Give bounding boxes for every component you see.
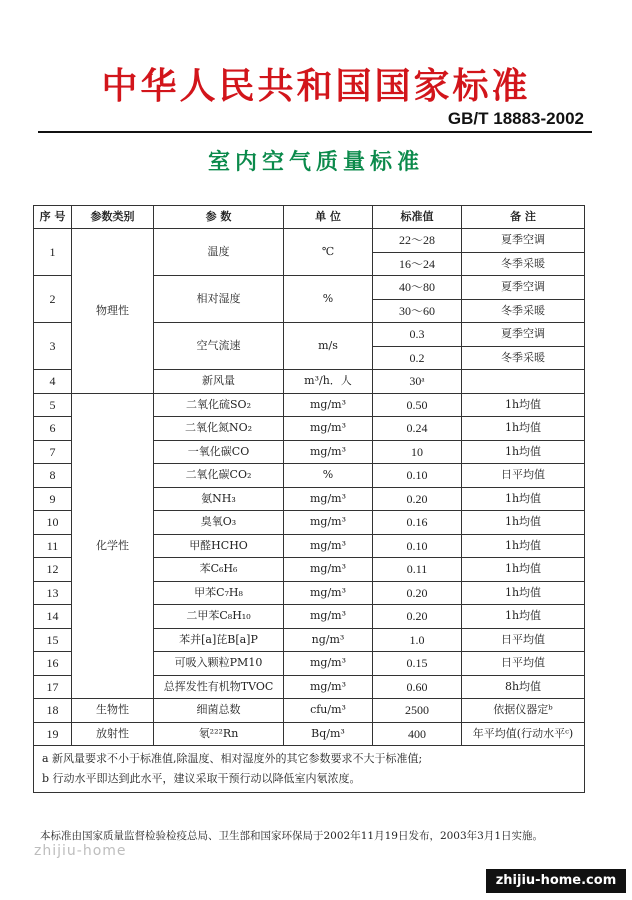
- value-cell: 0.10: [373, 464, 462, 488]
- row-number: 6: [34, 417, 72, 441]
- notes-cell: [34, 746, 585, 793]
- remark-cell: 1h均值: [462, 605, 585, 629]
- publication-footer: 本标准由国家质量监督检验检疫总局、卫生部和国家环保局于2002年11月19日发布，2003年3月1日实施。: [40, 830, 544, 842]
- unit-cell: %: [284, 276, 373, 323]
- value-cell: 0.24: [373, 417, 462, 441]
- remark-cell: 1h均值: [462, 487, 585, 511]
- value-cell: 0.60: [373, 675, 462, 699]
- unit-cell: mg/m³: [284, 487, 373, 511]
- header-cell: 序 号: [34, 206, 72, 229]
- value-cell: 0.20: [373, 581, 462, 605]
- remark-cell: 1h均值: [462, 417, 585, 441]
- row-number: 10: [34, 511, 72, 535]
- note-a: a 新风量要求不小于标准值,除温度、相对湿度外的其它参数要求不大于标准值;: [42, 752, 423, 765]
- value-cell: 1.0: [373, 628, 462, 652]
- header-cell: 单 位: [284, 206, 373, 229]
- value-cell: 0.15: [373, 652, 462, 676]
- remark-cell: 1h均值: [462, 511, 585, 535]
- row-number: 2: [34, 276, 72, 323]
- header-cell: 参数类别: [72, 206, 154, 229]
- value-cell: 0.10: [373, 534, 462, 558]
- remark-cell: 夏季空调: [462, 229, 585, 253]
- table-row: [34, 229, 585, 253]
- remark-cell: 夏季空调: [462, 323, 585, 347]
- row-number: 11: [34, 534, 72, 558]
- remark-cell: [462, 370, 585, 394]
- unit-cell: mg/m³: [284, 534, 373, 558]
- table-header-row: [34, 206, 585, 229]
- unit-cell: mg/m³: [284, 417, 373, 441]
- row-number: 18: [34, 699, 72, 723]
- param-cell: 总挥发性有机物TVOC: [154, 675, 284, 699]
- unit-cell: m³/h．人: [284, 370, 373, 394]
- remark-cell: 1h均值: [462, 558, 585, 582]
- category-cell: 化学性: [72, 393, 154, 699]
- unit-cell: mg/m³: [284, 581, 373, 605]
- value-cell: 16～24: [373, 252, 462, 276]
- value-cell: 0.11: [373, 558, 462, 582]
- param-cell: 氨NH₃: [154, 487, 284, 511]
- standards-table: [33, 205, 585, 793]
- remark-cell: 夏季空调: [462, 276, 585, 300]
- remark-cell: 日平均值: [462, 464, 585, 488]
- table-row: [34, 722, 585, 746]
- param-cell: 苯并[a]芘B[a]P: [154, 628, 284, 652]
- value-cell: 0.50: [373, 393, 462, 417]
- value-cell: 40～80: [373, 276, 462, 300]
- row-number: 17: [34, 675, 72, 699]
- header-cell: 参 数: [154, 206, 284, 229]
- header-rule: [38, 131, 592, 133]
- unit-cell: mg/m³: [284, 440, 373, 464]
- unit-cell: Bq/m³: [284, 722, 373, 746]
- value-cell: 0.2: [373, 346, 462, 370]
- param-cell: 二氧化碳CO₂: [154, 464, 284, 488]
- param-cell: 臭氧O₃: [154, 511, 284, 535]
- category-cell: 物理性: [72, 229, 154, 394]
- value-cell: 2500: [373, 699, 462, 723]
- table-row: [34, 699, 585, 723]
- remark-cell: 年平均值(行动水平ᶜ): [462, 722, 585, 746]
- param-cell: 二氧化氮NO₂: [154, 417, 284, 441]
- remark-cell: 日平均值: [462, 652, 585, 676]
- row-number: 3: [34, 323, 72, 370]
- param-cell: 苯C₆H₆: [154, 558, 284, 582]
- value-cell: 0.3: [373, 323, 462, 347]
- row-number: 19: [34, 722, 72, 746]
- row-number: 4: [34, 370, 72, 394]
- row-number: 7: [34, 440, 72, 464]
- header-cell: 标准值: [373, 206, 462, 229]
- unit-cell: mg/m³: [284, 605, 373, 629]
- param-cell: 新风量: [154, 370, 284, 394]
- remark-cell: 冬季采暖: [462, 299, 585, 323]
- param-cell: 一氧化碳CO: [154, 440, 284, 464]
- row-number: 13: [34, 581, 72, 605]
- watermark-left: zhijiu-home: [34, 843, 127, 859]
- value-cell: 0.16: [373, 511, 462, 535]
- remark-cell: 依据仪器定ᵇ: [462, 699, 585, 723]
- param-cell: 甲苯C₇H₈: [154, 581, 284, 605]
- param-cell: 细菌总数: [154, 699, 284, 723]
- remark-cell: 冬季采暖: [462, 346, 585, 370]
- remark-cell: 1h均值: [462, 440, 585, 464]
- remark-cell: 日平均值: [462, 628, 585, 652]
- sub-title: 室内空气质量标准: [207, 150, 424, 175]
- param-cell: 温度: [154, 229, 284, 276]
- row-number: 15: [34, 628, 72, 652]
- remark-cell: 冬季采暖: [462, 252, 585, 276]
- param-cell: 可吸入颗粒PM10: [154, 652, 284, 676]
- row-number: 1: [34, 229, 72, 276]
- value-cell: 400: [373, 722, 462, 746]
- unit-cell: mg/m³: [284, 675, 373, 699]
- remark-cell: 8h均值: [462, 675, 585, 699]
- standard-number: GB/T 18883-2002: [447, 109, 584, 128]
- notes-row: [34, 746, 585, 793]
- table-row: [34, 393, 585, 417]
- remark-cell: 1h均值: [462, 581, 585, 605]
- param-cell: 二甲苯C₈H₁₀: [154, 605, 284, 629]
- note-b: b 行动水平即达到此水平，建议采取干预行动以降低室内氡浓度。: [42, 772, 361, 785]
- unit-cell: mg/m³: [284, 652, 373, 676]
- value-cell: 0.20: [373, 605, 462, 629]
- row-number: 5: [34, 393, 72, 417]
- value-cell: 30ᵃ: [373, 370, 462, 394]
- row-number: 12: [34, 558, 72, 582]
- value-cell: 0.20: [373, 487, 462, 511]
- unit-cell: mg/m³: [284, 511, 373, 535]
- param-cell: 空气流速: [154, 323, 284, 370]
- header-cell: 备 注: [462, 206, 585, 229]
- unit-cell: ℃: [284, 229, 373, 276]
- row-number: 9: [34, 487, 72, 511]
- row-number: 8: [34, 464, 72, 488]
- main-title: 中华人民共和国国家标准: [101, 66, 531, 107]
- remark-cell: 1h均值: [462, 393, 585, 417]
- unit-cell: mg/m³: [284, 558, 373, 582]
- category-cell: 放射性: [72, 722, 154, 746]
- unit-cell: m/s: [284, 323, 373, 370]
- unit-cell: %: [284, 464, 373, 488]
- unit-cell: mg/m³: [284, 393, 373, 417]
- watermark-badge: zhijiu-home.com: [486, 869, 626, 893]
- row-number: 16: [34, 652, 72, 676]
- value-cell: 10: [373, 440, 462, 464]
- param-cell: 甲醛HCHO: [154, 534, 284, 558]
- param-cell: 氡²²²Rn: [154, 722, 284, 746]
- remark-cell: 1h均值: [462, 534, 585, 558]
- param-cell: 二氧化硫SO₂: [154, 393, 284, 417]
- unit-cell: ng/m³: [284, 628, 373, 652]
- unit-cell: cfu/m³: [284, 699, 373, 723]
- category-cell: 生物性: [72, 699, 154, 723]
- param-cell: 相对湿度: [154, 276, 284, 323]
- value-cell: 22～28: [373, 229, 462, 253]
- value-cell: 30～60: [373, 299, 462, 323]
- row-number: 14: [34, 605, 72, 629]
